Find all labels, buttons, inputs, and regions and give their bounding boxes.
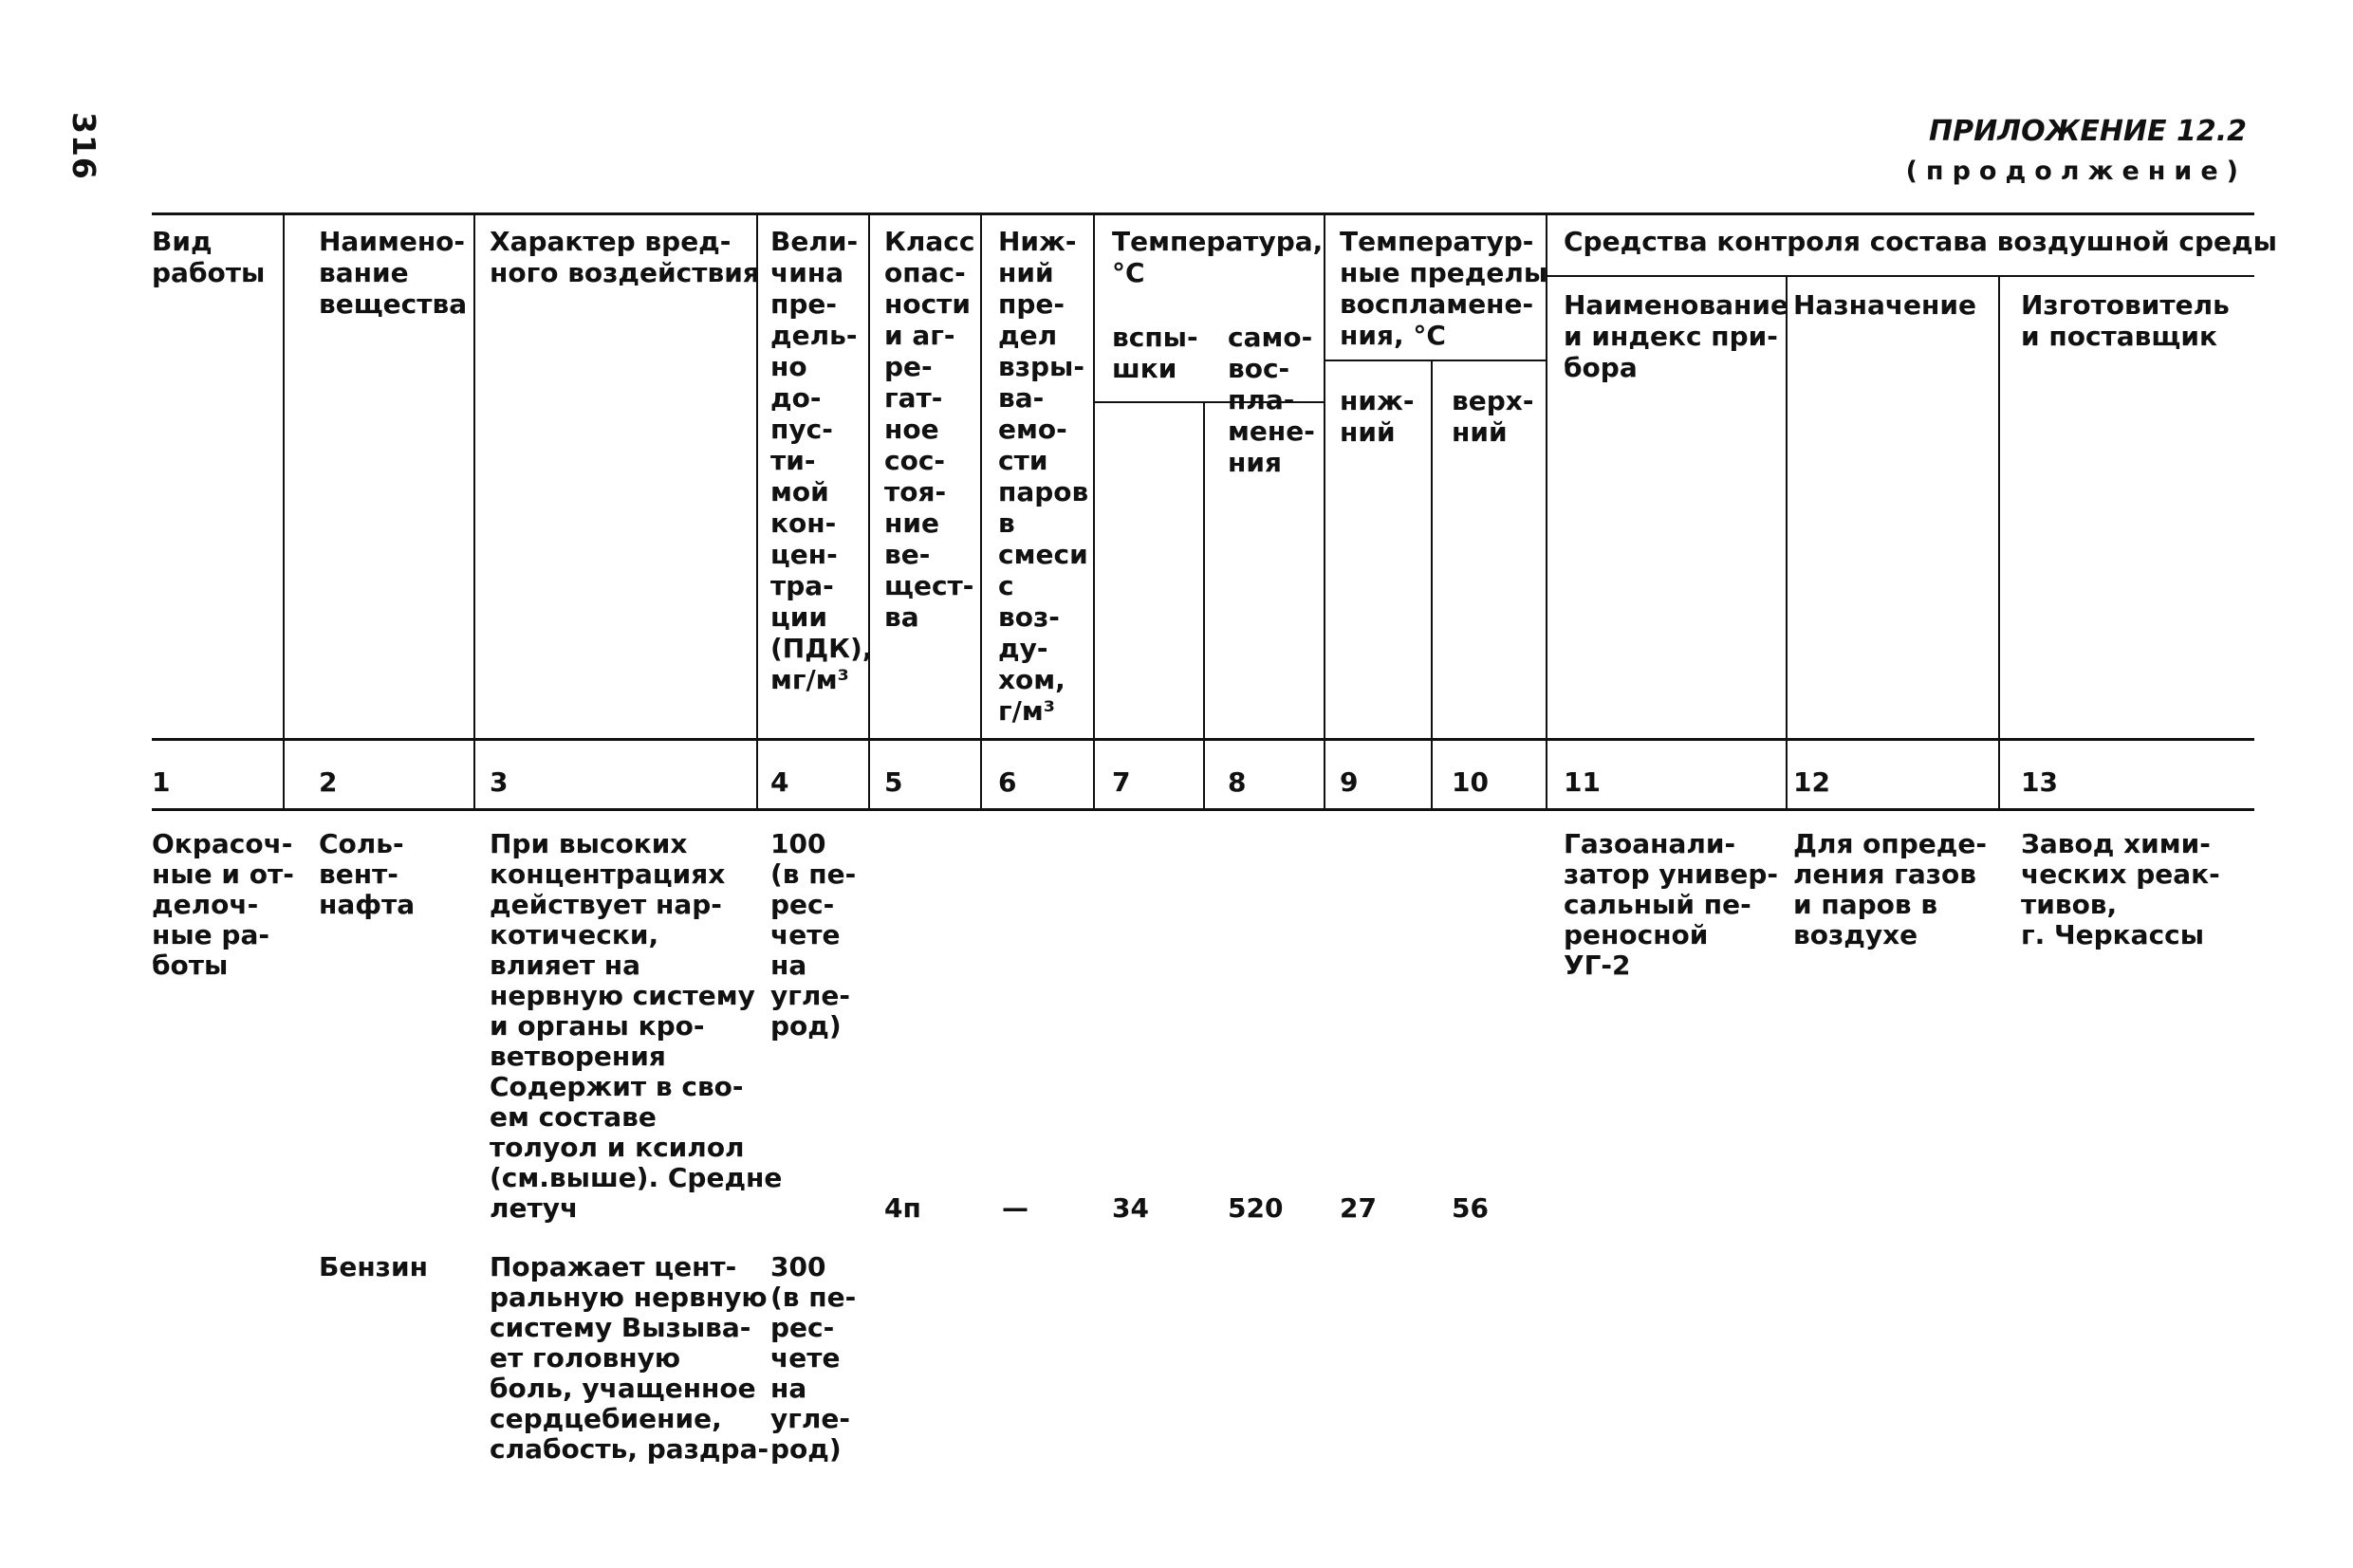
cell-purpose: Для опреде- ления газов и паров в воздухе (1793, 828, 1988, 950)
header-ignition-limits: Температур- ные пределы воспламене- ния, °С (1340, 226, 1548, 351)
col-number: 5 (884, 766, 903, 798)
cell-autoignition: 520 (1228, 1192, 1284, 1224)
col-number: 12 (1793, 766, 1830, 798)
cell-effect: Поражает цент- ральную нервную систему Вызыва- ет головную боль, учащенное сердцебиение, слабость, раздра- (490, 1251, 769, 1465)
header-device-name: Наименование и индекс при- бора (1564, 289, 1788, 383)
cell-explosive-limit: — (1002, 1192, 1028, 1224)
page-number: 316 (65, 112, 102, 180)
col-number: 11 (1564, 766, 1601, 798)
limits-group-rule (1324, 360, 1546, 361)
control-group-rule (1546, 275, 2254, 277)
col-divider-7 (1203, 402, 1205, 808)
appendix-subtitle: (продолжение) (1905, 157, 2247, 186)
col-divider-1 (283, 213, 285, 808)
appendix-title: ПРИЛОЖЕНИЕ 12.2 (1928, 115, 2247, 148)
cell-work-type: Окрасоч- ные и от- делоч- ные ра- боты (152, 828, 294, 981)
header-work-type: Вид работы (152, 226, 266, 288)
cell-substance: Бензин (319, 1251, 428, 1282)
header-control-means: Средства контроля состава воздушной среды (1564, 226, 2277, 257)
header-explosive-limit: Ниж- ний пре- дел взры- ва- емо- сти паров в смеси с воз- ду- хом, г/м³ (998, 226, 1089, 727)
col-number: 7 (1112, 766, 1131, 798)
col-divider-2 (473, 213, 475, 808)
col-number: 10 (1452, 766, 1489, 798)
col-divider-9 (1431, 360, 1433, 808)
col-divider-12 (1998, 276, 2000, 808)
col-number: 8 (1228, 766, 1247, 798)
cell-hazard-class: 4п (884, 1192, 921, 1224)
header-upper: верх- ний (1452, 385, 1534, 448)
header-flash-point: вспы- шки (1112, 322, 1198, 384)
table-top-rule (152, 212, 2254, 215)
cell-manufacturer: Завод хими- ческих реак- тивов, г. Черкассы (2021, 828, 2220, 950)
col-number: 9 (1340, 766, 1359, 798)
col-number: 4 (770, 766, 789, 798)
header-substance: Наимено- вание вещества (319, 226, 468, 320)
header-effect: Характер вред- ного воздействия (490, 226, 760, 288)
col-divider-6 (1093, 213, 1095, 808)
header-pdk: Вели- чина пре- дель- но до- пус- ти- мой кон- цен- тра- ции (ПДК), мг/м³ (770, 226, 873, 695)
cell-device: Газоанали- затор универ- сальный пе- реносной УГ-2 (1564, 828, 1779, 981)
header-purpose: Назначение (1793, 289, 1977, 321)
cell-ignition-upper: 56 (1452, 1192, 1489, 1224)
col-number: 6 (998, 766, 1017, 798)
cell-ignition-lower: 27 (1340, 1192, 1377, 1224)
cell-flash-point: 34 (1112, 1192, 1149, 1224)
header-lower: ниж- ний (1340, 385, 1415, 448)
numbers-bottom-rule (152, 808, 2254, 811)
col-number: 3 (490, 766, 509, 798)
col-divider-5 (980, 213, 982, 808)
col-number: 2 (319, 766, 338, 798)
col-number: 13 (2021, 766, 2058, 798)
col-divider-3 (756, 213, 758, 808)
col-divider-8 (1324, 213, 1325, 808)
header-manufacturer: Изготовитель и поставщик (2021, 289, 2230, 352)
cell-substance: Соль- вент- нафта (319, 828, 416, 920)
header-temperature: Температура, °С (1112, 226, 1324, 288)
header-hazard-class: Класс опас- ности и аг- ре- гат- ное сос- тоя- ние ве- щест- ва (884, 226, 975, 633)
col-number: 1 (152, 766, 171, 798)
cell-pdk: 100 (в пе- рес- чете на угле- род) (770, 828, 857, 1042)
cell-effect: При высоких концентрациях действует нар- котически, влияет на нервную систему и органы кро- ветворения Содержит в сво- ем составе толуол и ксилол (см.выше). Средне летуч (490, 828, 783, 1224)
cell-pdk: 300 (в пе- рес- чете на угле- род) (770, 1251, 857, 1465)
appendix-heading (1906, 112, 2247, 192)
header-autoignition: само- вос- пла- мене- ния (1228, 322, 1315, 478)
